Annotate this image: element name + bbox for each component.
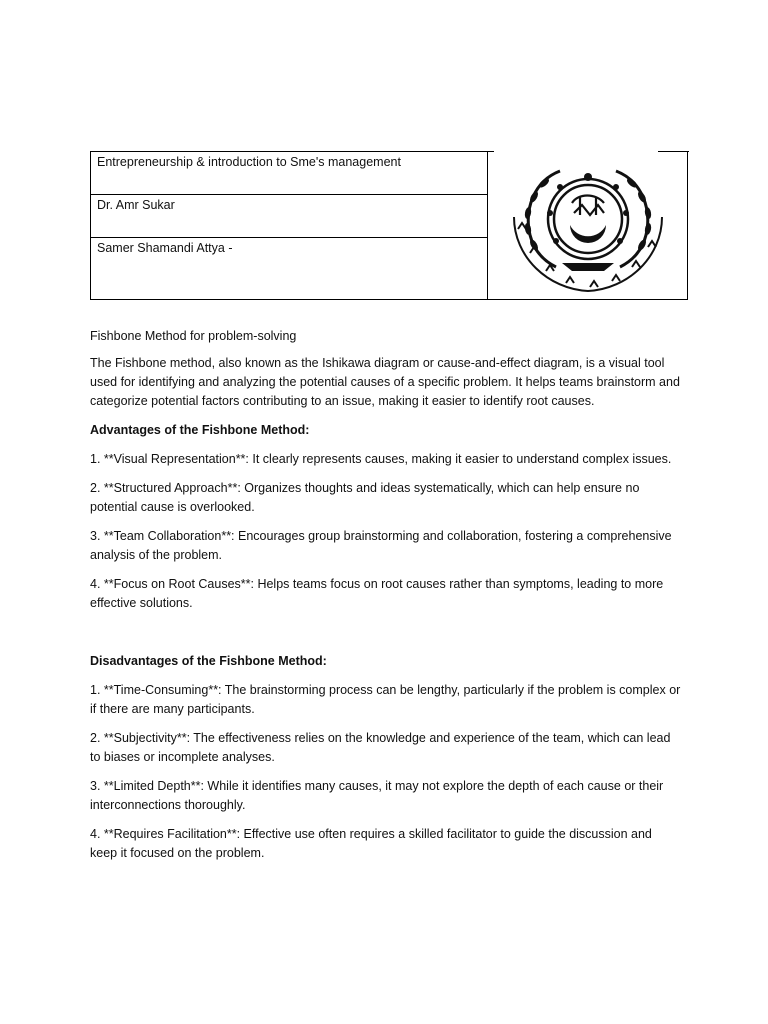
logo-cell: [487, 151, 688, 300]
advantage-item: 3. **Team Collaboration**: Encourages group brainstorming and collaboration, fostering a comprehensive analysis of the problem.: [90, 529, 672, 562]
student-name: Samer Shamandi Attya -: [97, 241, 233, 255]
student-cell: [90, 237, 488, 300]
advantage-item: 4. **Focus on Root Causes**: Helps teams focus on root causes rather than symptoms, leading to more effective solutions.: [90, 577, 664, 610]
header-table: [90, 151, 688, 300]
disadvantage-item: 4. **Requires Facilitation**: Effective use often requires a skilled facilitator to guide the discussion and keep it focused on the problem.: [90, 827, 652, 860]
disadvantage-item: 2. **Subjectivity**: The effectiveness relies on the knowledge and experience of the team, which can lead to biases or incomplete analyses.: [90, 731, 671, 764]
intro-paragraph: The Fishbone method, also known as the Ishikawa diagram or cause-and-effect diagram, is a visual tool used for identifying and analyzing the potential causes of a specific problem. It helps teams brainstorm and categorize potential factors contributing to an issue, making it easier to identify root causes.: [90, 356, 680, 408]
advantage-item: 1. **Visual Representation**: It clearly represents causes, making it easier to understand complex issues.: [90, 452, 672, 466]
instructor-name: Dr. Amr Sukar: [97, 198, 175, 212]
document-title: Fishbone Method for problem-solving: [90, 329, 297, 343]
disadvantage-item: 3. **Limited Depth**: While it identifies many causes, it may not explore the depth of each cause or their interconnections thoroughly.: [90, 779, 664, 812]
logo-cell-top-border-left: [488, 151, 494, 152]
disadvantage-item: 1. **Time-Consuming**: The brainstorming process can be lengthy, particularly if the problem is complex or if there are many participants.: [90, 683, 681, 716]
course-cell: [90, 151, 488, 195]
instructor-cell: [90, 194, 488, 238]
document-body: [90, 327, 682, 873]
advantage-item: 2. **Structured Approach**: Organizes thoughts and ideas systematically, which can help ensure no potential cause is overlooked.: [90, 481, 640, 514]
logo-cell-top-border-right: [658, 151, 689, 152]
course-name: Entrepreneurship & introduction to Sme's management: [97, 155, 401, 169]
disadvantages-heading: Disadvantages of the Fishbone Method:: [90, 654, 327, 668]
university-seal-icon: [500, 153, 676, 299]
advantages-heading: Advantages of the Fishbone Method:: [90, 423, 310, 437]
section-spacer: [90, 623, 682, 652]
